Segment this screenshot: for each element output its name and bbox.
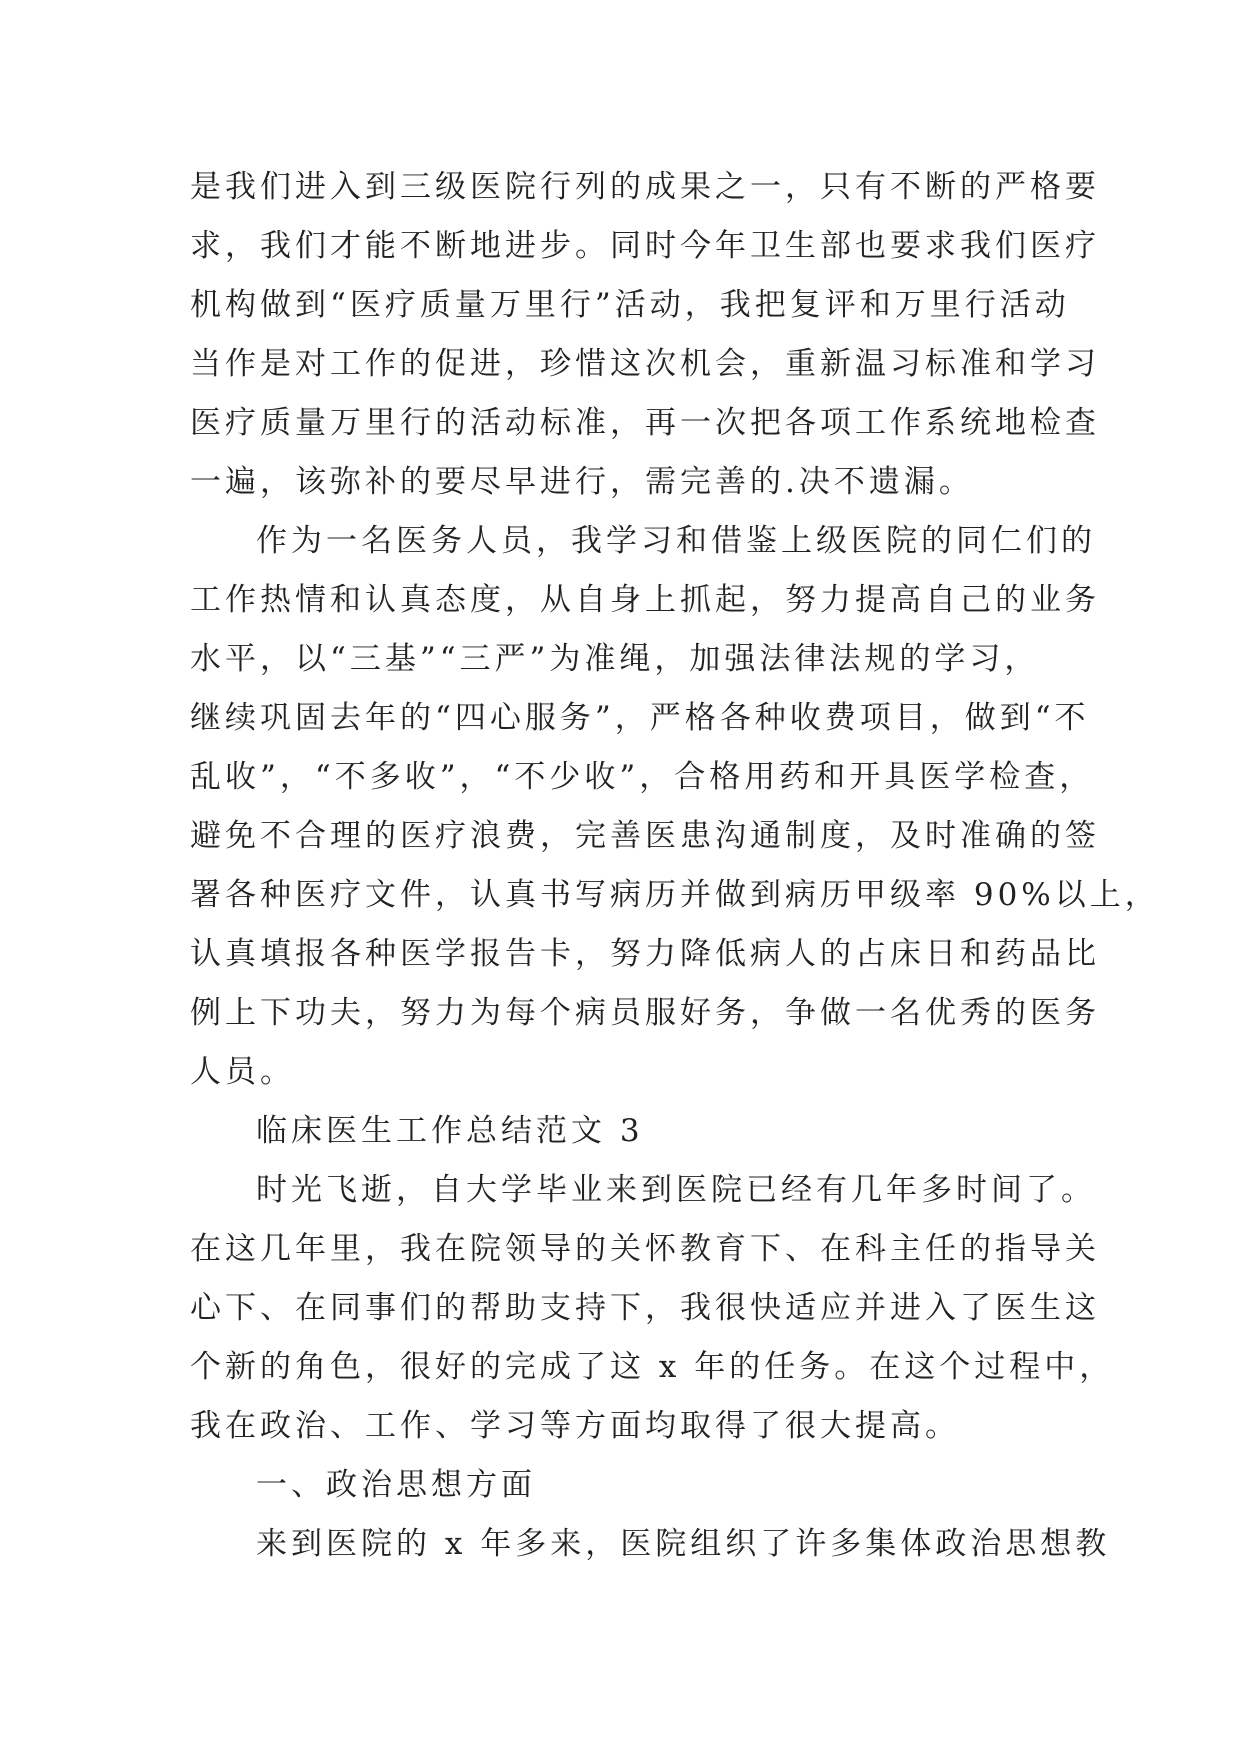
text-line: 乱收”，“不多收”，“不少收”，合格用药和开具医学检查， — [190, 759, 1095, 795]
text-line: 在这几年里，我在院领导的关怀教育下、在科主任的指导关 — [190, 1231, 1100, 1267]
text-line: 工作热情和认真态度，从自身上抓起，努力提高自己的业务 — [190, 582, 1100, 618]
text-line: 人员。 — [190, 1054, 295, 1090]
text-line: 时光飞逝，自大学毕业来到医院已经有几年多时间了。 — [256, 1172, 1096, 1208]
text-line: 是我们进入到三级医院行列的成果之一，只有不断的严格要 — [190, 169, 1100, 205]
text-line: 作为一名医务人员，我学习和借鉴上级医院的同仁们的 — [256, 523, 1096, 559]
text-line: 求，我们才能不断地进步。同时今年卫生部也要求我们医疗 — [190, 228, 1100, 264]
text-line: 我在政治、工作、学习等方面均取得了很大提高。 — [190, 1408, 960, 1444]
section-heading: 临床医生工作总结范文 3 — [256, 1113, 644, 1149]
text-line: 个新的角色，很好的完成了这 x 年的任务。在这个过程中， — [190, 1349, 1115, 1385]
text-line: 例上下功夫，努力为每个病员服好务，争做一名优秀的医务 — [190, 995, 1100, 1031]
document-body — [190, 158, 1160, 1574]
text-line: 避免不合理的医疗浪费，完善医患沟通制度，及时准确的签 — [190, 818, 1100, 854]
text-line: 署各种医疗文件，认真书写病历并做到病历甲级率 90%以上， — [190, 877, 1160, 913]
text-line: 心下、在同事们的帮助支持下，我很快适应并进入了医生这 — [190, 1290, 1100, 1326]
text-line: 来到医院的 x 年多来，医院组织了许多集体政治思想教 — [256, 1526, 1111, 1562]
text-line: 继续巩固去年的“四心服务”，严格各种收费项目，做到“不 — [190, 700, 1090, 736]
text-line: 认真填报各种医学报告卡，努力降低病人的占床日和药品比 — [190, 936, 1100, 972]
text-line: 医疗质量万里行的活动标准，再一次把各项工作系统地检查 — [190, 405, 1100, 441]
text-line: 机构做到“医疗质量万里行”活动，我把复评和万里行活动 — [190, 287, 1070, 323]
subsection-heading: 一、政治思想方面 — [256, 1467, 536, 1503]
text-line: 一遍，该弥补的要尽早进行，需完善的.决不遗漏。 — [190, 464, 974, 500]
text-line: 水平，以“三基”“三严”为准绳，加强法律法规的学习， — [190, 641, 1040, 677]
text-line: 当作是对工作的促进，珍惜这次机会，重新温习标准和学习 — [190, 346, 1100, 382]
